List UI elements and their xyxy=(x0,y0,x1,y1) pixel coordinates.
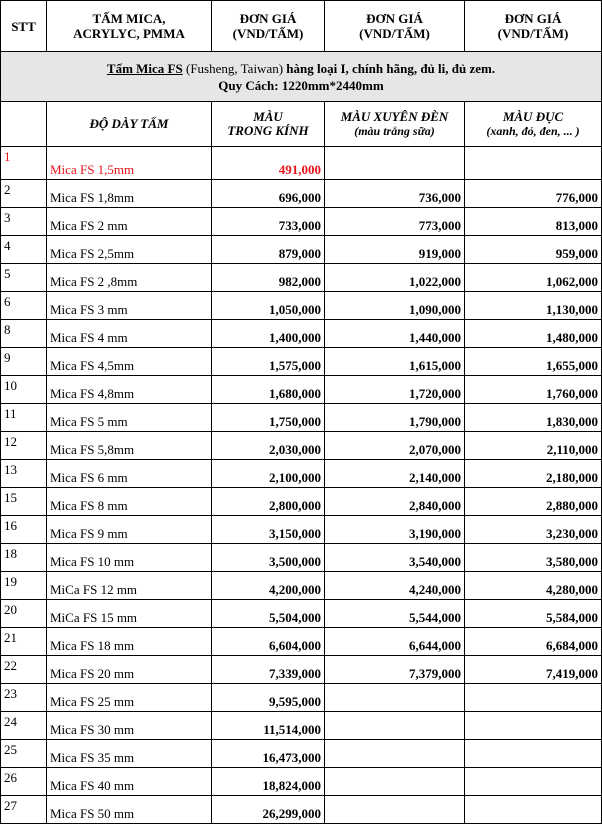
table-row xyxy=(1,180,602,208)
price-translucent: 2,070,000 xyxy=(325,432,465,460)
table-row xyxy=(1,208,602,236)
subheader-translucent xyxy=(325,102,465,147)
row-name: Mica FS 10 mm xyxy=(47,544,212,572)
price-clear: 2,030,000 xyxy=(212,432,325,460)
price-translucent: 1,615,000 xyxy=(325,348,465,376)
row-name: MiCa FS 12 mm xyxy=(47,572,212,600)
row-name: Mica FS 4,5mm xyxy=(47,348,212,376)
price-clear: 5,504,000 xyxy=(212,600,325,628)
price-clear: 16,473,000 xyxy=(212,740,325,768)
price-opaque: 5,584,000 xyxy=(465,600,602,628)
price-opaque: 4,280,000 xyxy=(465,572,602,600)
section-title xyxy=(1,52,602,102)
price-clear: 9,595,000 xyxy=(212,684,325,712)
price-clear: 1,050,000 xyxy=(212,292,325,320)
subheader-opaque-line2: (xanh, đỏ, đen, ... ) xyxy=(486,124,580,138)
header-price-line2: (VND/TẤM) xyxy=(497,26,569,41)
row-stt: 21 xyxy=(1,628,47,656)
price-clear: 879,000 xyxy=(212,236,325,264)
subheader-opaque-line1: MÀU ĐỤC xyxy=(502,109,564,124)
row-name: Mica FS 50 mm xyxy=(47,796,212,824)
price-clear: 696,000 xyxy=(212,180,325,208)
row-stt: 1 xyxy=(1,147,47,180)
price-opaque: 1,480,000 xyxy=(465,320,602,348)
subheader-translucent-line2: (màu trắng sữa) xyxy=(354,124,435,138)
header-product-line2: ACRYLYC, PMMA xyxy=(73,26,185,41)
table-row xyxy=(1,488,602,516)
row-name: Mica FS 25 mm xyxy=(47,684,212,712)
price-opaque: 813,000 xyxy=(465,208,602,236)
row-stt: 18 xyxy=(1,544,47,572)
price-clear: 1,750,000 xyxy=(212,404,325,432)
row-name: Mica FS 6 mm xyxy=(47,460,212,488)
table-row xyxy=(1,320,602,348)
header-price-translucent xyxy=(325,1,465,52)
row-name: MiCa FS 15 mm xyxy=(47,600,212,628)
row-name: Mica FS 9 mm xyxy=(47,516,212,544)
table-row xyxy=(1,740,602,768)
price-translucent: 6,644,000 xyxy=(325,628,465,656)
subheader-blank xyxy=(1,102,47,147)
row-name: Mica FS 8 mm xyxy=(47,488,212,516)
price-translucent: 7,379,000 xyxy=(325,656,465,684)
header-price-line2: (VND/TẤM) xyxy=(232,26,304,41)
price-opaque: 6,684,000 xyxy=(465,628,602,656)
price-translucent: 773,000 xyxy=(325,208,465,236)
subheader-translucent-line1: MÀU XUYÊN ĐÈN xyxy=(340,109,449,124)
price-clear: 18,824,000 xyxy=(212,768,325,796)
header-product-line1: TẤM MICA, xyxy=(92,11,166,26)
header-price-line1: ĐƠN GIÁ xyxy=(239,11,297,26)
header-price-line1: ĐƠN GIÁ xyxy=(504,11,562,26)
table-row xyxy=(1,600,602,628)
row-stt: 9 xyxy=(1,348,47,376)
row-stt: 25 xyxy=(1,740,47,768)
price-translucent: 3,190,000 xyxy=(325,516,465,544)
table-row xyxy=(1,432,602,460)
price-translucent: 5,544,000 xyxy=(325,600,465,628)
price-clear: 26,299,000 xyxy=(212,796,325,824)
price-translucent: 1,720,000 xyxy=(325,376,465,404)
subheader-thickness: ĐỘ DÀY TẤM xyxy=(47,102,212,147)
table-row xyxy=(1,147,602,180)
price-clear: 3,150,000 xyxy=(212,516,325,544)
price-opaque: 1,062,000 xyxy=(465,264,602,292)
price-opaque: 776,000 xyxy=(465,180,602,208)
header-price-line1: ĐƠN GIÁ xyxy=(366,11,423,26)
row-stt: 4 xyxy=(1,236,47,264)
price-opaque: 1,760,000 xyxy=(465,376,602,404)
price-translucent: 1,090,000 xyxy=(325,292,465,320)
table-row xyxy=(1,712,602,740)
price-translucent: 919,000 xyxy=(325,236,465,264)
price-clear: 1,680,000 xyxy=(212,376,325,404)
table-row xyxy=(1,264,602,292)
row-stt: 11 xyxy=(1,404,47,432)
table-row xyxy=(1,796,602,824)
price-opaque: 7,419,000 xyxy=(465,656,602,684)
row-name: Mica FS 18 mm xyxy=(47,628,212,656)
row-name: Mica FS 2 ,8mm xyxy=(47,264,212,292)
price-opaque: 3,580,000 xyxy=(465,544,602,572)
row-stt: 6 xyxy=(1,292,47,320)
table-row xyxy=(1,236,602,264)
price-opaque: 2,110,000 xyxy=(465,432,602,460)
section-origin: (Fusheng, Taiwan) xyxy=(182,60,284,76)
price-clear: 1,575,000 xyxy=(212,348,325,376)
price-translucent: 736,000 xyxy=(325,180,465,208)
price-clear: 3,500,000 xyxy=(212,544,325,572)
row-stt: 2 xyxy=(1,180,47,208)
row-name: Mica FS 4,8mm xyxy=(47,376,212,404)
price-opaque xyxy=(465,712,602,740)
row-stt: 20 xyxy=(1,600,47,628)
row-stt: 19 xyxy=(1,572,47,600)
header-stt: STT xyxy=(1,1,47,52)
header-row xyxy=(1,1,602,52)
price-translucent xyxy=(325,796,465,824)
table-row xyxy=(1,376,602,404)
row-name: Mica FS 2 mm xyxy=(47,208,212,236)
row-name: Mica FS 2,5mm xyxy=(47,236,212,264)
row-name: Mica FS 3 mm xyxy=(47,292,212,320)
header-price-opaque xyxy=(465,1,602,52)
table-row xyxy=(1,572,602,600)
header-product xyxy=(47,1,212,52)
price-translucent: 2,840,000 xyxy=(325,488,465,516)
row-name: Mica FS 20 mm xyxy=(47,656,212,684)
price-opaque: 959,000 xyxy=(465,236,602,264)
subheader-clear-line2: TRONG KÍNH xyxy=(227,123,309,138)
price-opaque xyxy=(465,740,602,768)
subheader-opaque xyxy=(465,102,602,147)
header-price-line2: (VND/TẤM) xyxy=(359,26,430,41)
price-clear: 982,000 xyxy=(212,264,325,292)
table-row xyxy=(1,460,602,488)
row-stt: 16 xyxy=(1,516,47,544)
price-translucent: 2,140,000 xyxy=(325,460,465,488)
price-translucent xyxy=(325,740,465,768)
subheader-row xyxy=(1,102,602,147)
header-price-clear xyxy=(212,1,325,52)
price-opaque: 1,130,000 xyxy=(465,292,602,320)
row-stt: 3 xyxy=(1,208,47,236)
price-translucent: 4,240,000 xyxy=(325,572,465,600)
price-translucent: 1,790,000 xyxy=(325,404,465,432)
price-clear: 1,400,000 xyxy=(212,320,325,348)
row-stt: 15 xyxy=(1,488,47,516)
price-clear: 2,100,000 xyxy=(212,460,325,488)
row-name: Mica FS 35 mm xyxy=(47,740,212,768)
price-translucent xyxy=(325,684,465,712)
row-name: Mica FS 1,5mm xyxy=(47,147,212,180)
price-clear: 4,200,000 xyxy=(212,572,325,600)
row-stt: 23 xyxy=(1,684,47,712)
table-row xyxy=(1,684,602,712)
subheader-clear-line1: MÀU xyxy=(253,109,283,124)
price-opaque xyxy=(465,796,602,824)
price-opaque: 1,830,000 xyxy=(465,404,602,432)
price-translucent: 1,022,000 xyxy=(325,264,465,292)
table-row xyxy=(1,628,602,656)
table-row xyxy=(1,348,602,376)
price-clear: 733,000 xyxy=(212,208,325,236)
row-stt: 27 xyxy=(1,796,47,824)
table-row xyxy=(1,516,602,544)
price-clear: 491,000 xyxy=(212,147,325,180)
price-opaque: 3,230,000 xyxy=(465,516,602,544)
row-name: Mica FS 40 mm xyxy=(47,768,212,796)
row-stt: 12 xyxy=(1,432,47,460)
row-name: Mica FS 30 mm xyxy=(47,712,212,740)
price-translucent xyxy=(325,712,465,740)
row-stt: 5 xyxy=(1,264,47,292)
section-brand: Tấm Mica FS xyxy=(106,60,183,76)
price-opaque: 2,880,000 xyxy=(465,488,602,516)
table-row xyxy=(1,656,602,684)
section-desc: hàng loại I, chính hãng, đủ li, đủ zem. xyxy=(283,60,496,76)
row-name: Mica FS 5 mm xyxy=(47,404,212,432)
price-opaque xyxy=(465,768,602,796)
table-row xyxy=(1,768,602,796)
section-band xyxy=(1,52,602,102)
price-translucent xyxy=(325,147,465,180)
row-name: Mica FS 1,8mm xyxy=(47,180,212,208)
row-name: Mica FS 5,8mm xyxy=(47,432,212,460)
price-translucent: 3,540,000 xyxy=(325,544,465,572)
price-opaque: 2,180,000 xyxy=(465,460,602,488)
row-stt: 24 xyxy=(1,712,47,740)
price-translucent: 1,440,000 xyxy=(325,320,465,348)
table-row xyxy=(1,404,602,432)
price-clear: 11,514,000 xyxy=(212,712,325,740)
price-clear: 6,604,000 xyxy=(212,628,325,656)
section-spec: Quy Cách: 1220mm*2440mm xyxy=(218,77,384,93)
row-stt: 22 xyxy=(1,656,47,684)
price-opaque xyxy=(465,147,602,180)
price-clear: 7,339,000 xyxy=(212,656,325,684)
table-row xyxy=(1,292,602,320)
subheader-clear xyxy=(212,102,325,147)
price-opaque: 1,655,000 xyxy=(465,348,602,376)
price-clear: 2,800,000 xyxy=(212,488,325,516)
price-opaque xyxy=(465,684,602,712)
row-stt: 13 xyxy=(1,460,47,488)
price-translucent xyxy=(325,768,465,796)
row-stt: 26 xyxy=(1,768,47,796)
row-name: Mica FS 4 mm xyxy=(47,320,212,348)
table-row xyxy=(1,544,602,572)
row-stt: 8 xyxy=(1,320,47,348)
row-stt: 10 xyxy=(1,376,47,404)
